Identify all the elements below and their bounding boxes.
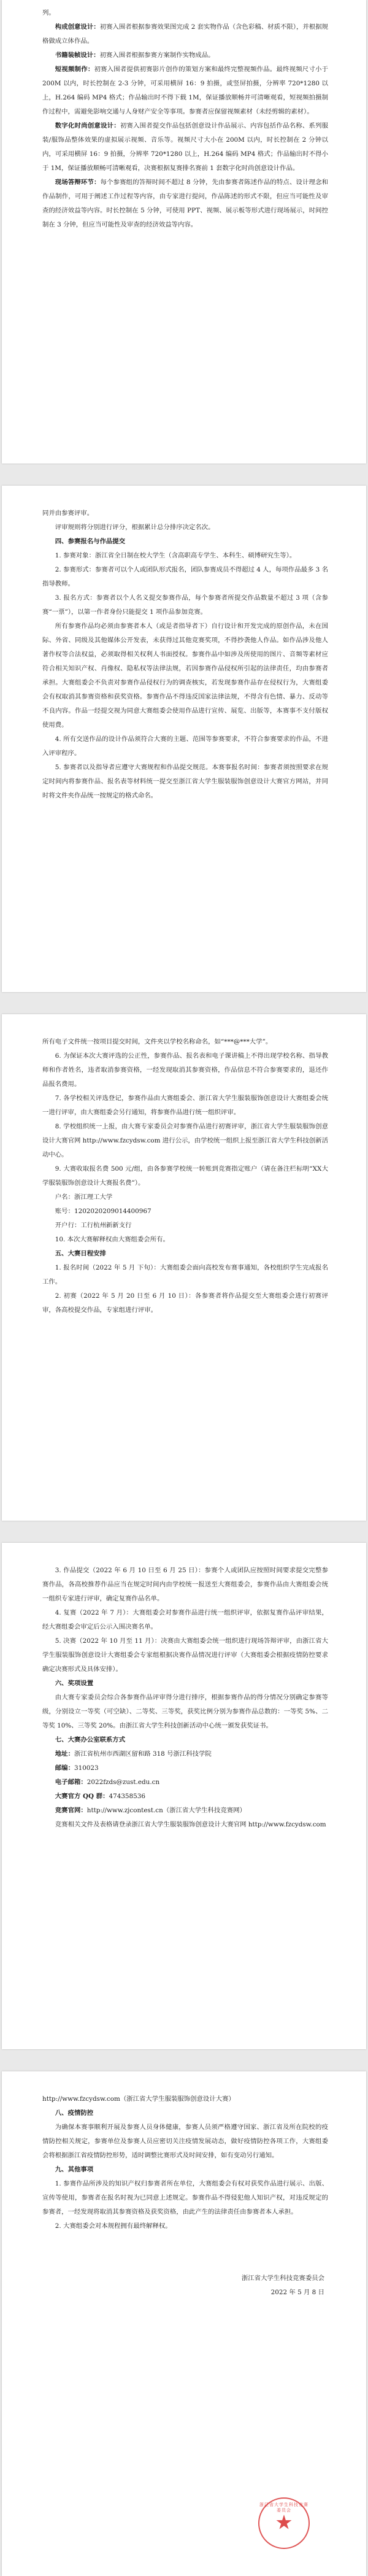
paragraph-text: 列。 <box>42 9 55 17</box>
paragraph <box>42 1775 328 1790</box>
document-page-2 <box>2 486 366 992</box>
paragraph <box>42 1233 328 1247</box>
paragraph <box>42 1747 328 1761</box>
paragraph-text: 初赛入围者提供初赛影片创作的策划方案和最终完整视频作品。最终视频尺寸小于 200M 以内，时长控制在 2-3 分钟，可采用横屏 16：9 拍摄，或竖屏拍摄，分辨率 720*1280 以上，H.264 编码 MP4 格式；作品输出时不得下载 1M，保证播放顺畅并可清晰观看，短视频拍摄制作过程中，需避免影响交通与人身财产安全等事项。参赛者应保留视频素材（未经剪辑的素材）。 <box>42 66 329 115</box>
paragraph-text: 7. 各学校相关评选登记，参赛作品由大赛组委会、浙江省大学生服装服饰创意设计大赛组委会统一进行评审，由大赛组委会另行通知，将参赛作品进行统一组织评审。 <box>42 1095 328 1116</box>
paragraph <box>42 1804 328 1818</box>
paragraph <box>42 549 328 563</box>
paragraph <box>42 732 328 761</box>
official-seal <box>258 2497 310 2549</box>
paragraph-text: 9. 大赛收取报名费 500 元/组，由各参赛学校统一转账到竞赛指定账户（请在备注栏标明“XX大学服装服饰创意设计大赛报名费”）。 <box>42 1165 328 1187</box>
document-page-5 <box>2 2071 366 2576</box>
paragraph <box>42 506 328 521</box>
paragraph-text: 474358536 <box>109 1793 145 1800</box>
paragraph-text: http://www.zjcontest.cn（浙江省大学生科技竞赛网） <box>86 1807 246 1814</box>
paragraph <box>42 1261 328 1289</box>
paragraph-heading: 竞赛官网： <box>55 1807 87 1814</box>
paragraph-text: 5. 参赛者以及指导者应遵守大赛规程和作品提交规范。本赛事报名时间：参赛者须按照要求在规定时间内将参赛作品、报名表等材料统一提交至浙江省大学生服装服饰创意设计大赛官方网站，并同时将文件夹作品统一按规定的格式命名。 <box>42 764 328 799</box>
paragraph <box>42 119 328 176</box>
paragraph-text: 1. 报名时间（2022 年 5 月 下旬）：大赛组委会面向高校发布赛事通知，各校组织学生完成报名工作。 <box>42 1264 328 1286</box>
paragraph-text: 所有参赛作品均必须由参赛者本人（或是者指导者下）自行设计和开发完成的原创作品，未在国际、外省、同级及其他媒体公开发表，未获得过其他竞赛奖项，不得抄袭他人作品。如作品涉及他人著作权等合法权益，必须取得相关权利人书面授权。参赛作品中如涉及所使用的图片、音频等素材应符合相关知识产权、肖像权、隐私权等法律法规，若因参赛作品侵权所引起的法律责任，均由参赛者承担。大赛组委会不负责对参赛作品侵权行为的调查核实，若发现参赛作品存在侵权行为，大赛组委会有权取消其参赛资格和获奖资格。参赛作品不得违反国家法律法规，不得含有色情、暴力、反动等不良内容。作品一经提交视为同意大赛组委会使用作品进行宣传、展览、出版等，本赛事不支付版权使用费。 <box>42 623 328 729</box>
section-heading: 七、大赛办公室联系方式 <box>55 1736 126 1744</box>
paragraph-text: 账号：1202020209014400967 <box>55 1208 151 1215</box>
document-page-3 <box>2 1014 366 1521</box>
paragraph-text: http://www.fzcydsw.com（浙江省大学生服装服饰创意设计大赛） <box>42 2095 235 2103</box>
paragraph <box>42 1205 328 1219</box>
paragraph-text: 所有电子文件统一按项目提交时间，文件夹以学校名称命名，如“***@***大学”。 <box>42 1038 272 1046</box>
paragraph-text: 3. 作品提交（2022 年 6 月 10 日至 6 月 25 日）：参赛个人或团队应按照时间要求提交完整参赛作品，各高校推荐作品应当在规定时间内由学校统一报送至大赛组委会，参赛作品由大赛组委会统一组织专家进行评审，确定复赛作品名单。 <box>42 1567 328 1602</box>
paragraph <box>42 591 328 619</box>
paragraph <box>42 1092 328 1120</box>
seal-text: 浙江省大学生科技竞赛委员会 <box>259 2502 309 2513</box>
paragraph-heading: 短视频制作： <box>55 66 94 73</box>
paragraph <box>42 2092 328 2106</box>
paragraph-text: 2. 初赛（2022 年 5 月 20 日至 6 月 10 日）：各参赛者将作品提交至大赛组委会进行初赛评审，各高校提交作品，专家组进行评审。 <box>42 1292 328 1314</box>
issuer-name: 浙江省大学生科技竞赛委员会 <box>241 2275 324 2282</box>
paragraph <box>42 1219 328 1233</box>
paragraph-text: 1. 参赛对象：浙江省全日制在校大学生（含高职高专学生、本科生、硕博研究生等）。 <box>55 552 296 559</box>
paragraph <box>42 2219 328 2233</box>
paragraph-heading: 邮编： <box>55 1764 74 1772</box>
paragraph <box>42 63 328 119</box>
paragraph-text: 户名：浙江理工大学 <box>55 1193 113 1201</box>
paragraph-text: 5. 决赛（2022 年 10 月至 11 月）：决赛由大赛组委会统一组织进行现场答辩评审，由浙江省大学生服装服饰创意设计大赛组委会专家组根据决赛作品情况进行评审（大赛组委会根据疫情防控要求确定决赛形式及具体安排）。 <box>42 1637 328 1673</box>
paragraph-text: 2. 大赛组委会对本规程拥有最终解释权。 <box>55 2222 172 2230</box>
paragraph-heading: 地址： <box>55 1750 74 1758</box>
paragraph <box>42 1162 328 1190</box>
section-heading: 四、参赛报名与作品提交 <box>55 538 126 545</box>
document-page-1 <box>2 0 366 464</box>
paragraph <box>42 1790 328 1804</box>
paragraph-text: 评审规则将分别进行评分，根据累计总分排序决定名次。 <box>55 524 215 531</box>
section-heading: 八、疫情防控 <box>55 2109 94 2117</box>
section-heading: 六、奖项设置 <box>55 1680 94 1687</box>
paragraph-text: 初赛入围者根据参赛效果图完成 2 套实物作品（含色彩稿、材质不限），并根据规格做成立体作品。 <box>42 23 329 45</box>
paragraph <box>42 20 328 48</box>
paragraph <box>42 1049 328 1092</box>
paragraph-heading: 书籍装帧设计： <box>55 52 100 59</box>
paragraph <box>42 48 328 63</box>
paragraph-text: 浙江省杭州市西湖区留和路 318 号浙江科技学院 <box>74 1750 212 1758</box>
paragraph-heading: 电子邮箱： <box>55 1779 87 1786</box>
paragraph-text: 310023 <box>74 1764 99 1772</box>
paragraph <box>42 563 328 591</box>
paragraph <box>42 1634 328 1677</box>
paragraph <box>42 1818 328 1832</box>
paragraph-heading: 现场答辩环节： <box>55 179 101 186</box>
paragraph-text: 竞赛相关文件及表格请登录浙江省大学生服装服饰创意设计大赛官网 http://www.fzcydsw.com <box>55 1821 326 1828</box>
paragraph <box>42 1035 328 1049</box>
paragraph-text: 10. 本次大赛解释权由大赛组委会所有。 <box>55 1236 169 1243</box>
paragraph-text: 4. 所有交送作品的设计作品须符合大赛的主题、范围等参赛要求，不符合参赛要求的作品，不进入评审程序。 <box>42 735 328 757</box>
paragraph <box>42 6 328 20</box>
paragraph-text: 2022fzds@zust.edu.cn <box>86 1779 160 1786</box>
issue-date: 2022 年 5 月 8 日 <box>270 2289 324 2296</box>
paragraph-text: 1. 参赛作品所涉及的知识产权归参赛者所在单位，大赛组委会有权对获奖作品进行展示、出版、宣传等使用，参赛者在报名时视为已同意上述规定。参赛作品不得侵犯他人知识产权，对违反规定的参赛者，一经发现将取消其参赛资格及获奖资格，由此产生的法律责任由参赛者本人承担。 <box>42 2180 328 2216</box>
paragraph-text: 由大赛专家委员会综合各参赛作品评审得分进行排序，根据参赛作品的得分情况分别确定参赛等级，分别设立一等奖（可空缺）、二等奖、三等奖，获奖比例分别为参赛作品总数的：一等奖 5%、二等奖 10%、三等奖 20%。由浙江省大学生科技创新活动中心统一颁发获奖证书。 <box>42 1694 328 1729</box>
paragraph-text: 初赛入围者提交作品包括创意设计作品展示、内容包括作品名称、系列服装/服饰品整体效果的虚拟展示视频、音乐等。视频尺寸大小在 200M 以内，时长控制在 2 分钟以内，可采用横屏 16：9 拍摄，分辨率 720*1280 以上，H.264 编码 MP4 格式；作品输出时不得小于 1M，保证播放顺畅可清晰观看，决赛根据复赛排名赛前 1 套数字化时尚创意设计作品。 <box>42 122 329 172</box>
paragraph-text: 开户行：工行杭州新新支行 <box>55 1222 132 1229</box>
section-heading: 九、其他事项 <box>55 2166 94 2173</box>
paragraph <box>42 1606 328 1634</box>
paragraph <box>42 521 328 535</box>
paragraph <box>42 619 328 732</box>
paragraph <box>42 1289 328 1317</box>
paragraph-text: 3. 报名方式：参赛者以个人名义提交参赛作品，每个参赛者所提交作品数量不超过 3 项（含参赛“一票”），以第一作者身份只能提交 1 项作品参加竞赛。 <box>42 594 328 616</box>
document-page-4 <box>2 1543 366 2049</box>
paragraph <box>42 1120 328 1162</box>
paragraph <box>42 2120 328 2163</box>
paragraph <box>42 1564 328 1606</box>
page-body <box>42 2092 328 2233</box>
section-heading: 五、大赛日程安排 <box>55 1250 106 1257</box>
paragraph-heading: 构成创意设计： <box>55 23 100 31</box>
paragraph <box>42 2177 328 2219</box>
paragraph <box>42 1190 328 1205</box>
paragraph-text: 4. 复赛（2022 年 7 月）：大赛组委会对参赛作品进行统一组织评审，依据复赛作品评审结果，经大赛组委会审定后公示入围决赛名单。 <box>42 1609 328 1631</box>
paragraph-heading: 数字化时尚创意设计： <box>55 122 120 130</box>
paragraph <box>42 1761 328 1775</box>
paragraph-text: 2. 参赛形式：参赛者可以个人或团队形式报名，团队参赛成员不得超过 4 人，每项作品最多 3 名指导教师。 <box>42 566 328 588</box>
paragraph <box>42 176 328 232</box>
paragraph-text: 每个参赛组的答辩时间不超过 8 分钟，先由参赛者陈述作品的特点、设计理念和作品制作，可用于阐述工作过程等内容，由专家进行提问，作品陈述的形式不限，但应当可能性及审查的经济效益等内容。时长控制在 5 分钟，可使用 PPT、视频、展示板等形式进行现场展示，时间控制在 3 分钟，但应当可能性及审查的经济效益等内容。 <box>42 179 328 228</box>
paragraph-text: 8. 学校组织统一上报，由大赛专家委员会对参赛作品进行初赛评审，浙江省大学生服装服饰创意设计大赛官网 http://www.fzcydsw.com 进行公示，由学校统一组织上报至浙江省大学生科技创新活动中心。 <box>42 1123 328 1158</box>
paragraph <box>42 1691 328 1733</box>
paragraph-heading: 大赛官方 QQ 群： <box>55 1793 109 1800</box>
paragraph-text: 初赛入围者根据参赛方案制作实物成品。 <box>99 52 215 59</box>
paragraph-text: 为确保本赛事顺利开展及参赛人员身体健康，参赛人员须严格遵守国家、浙江省及所在院校的疫情防控相关规定，参赛单位及参赛人员应密切关注疫情发展动态，做好疫情防控各项工作，大赛组委会将根据浙江省疫情防控形势，适时调整比赛形式及时间安排，如有变动另行通知。 <box>42 2124 328 2159</box>
paragraph <box>42 761 328 803</box>
paragraph-text: 6. 为保证本次大赛评选的公正性，参赛作品、报名表和电子课讲稿上不得出现学校名称、指导教师和作者姓名，违者取消参赛资格，一经发现取消其参赛资格，作品信息不符合参赛要求的，退还作品报名费用。 <box>42 1052 328 1088</box>
paragraph-text: 同并由参赛评审。 <box>42 510 94 517</box>
